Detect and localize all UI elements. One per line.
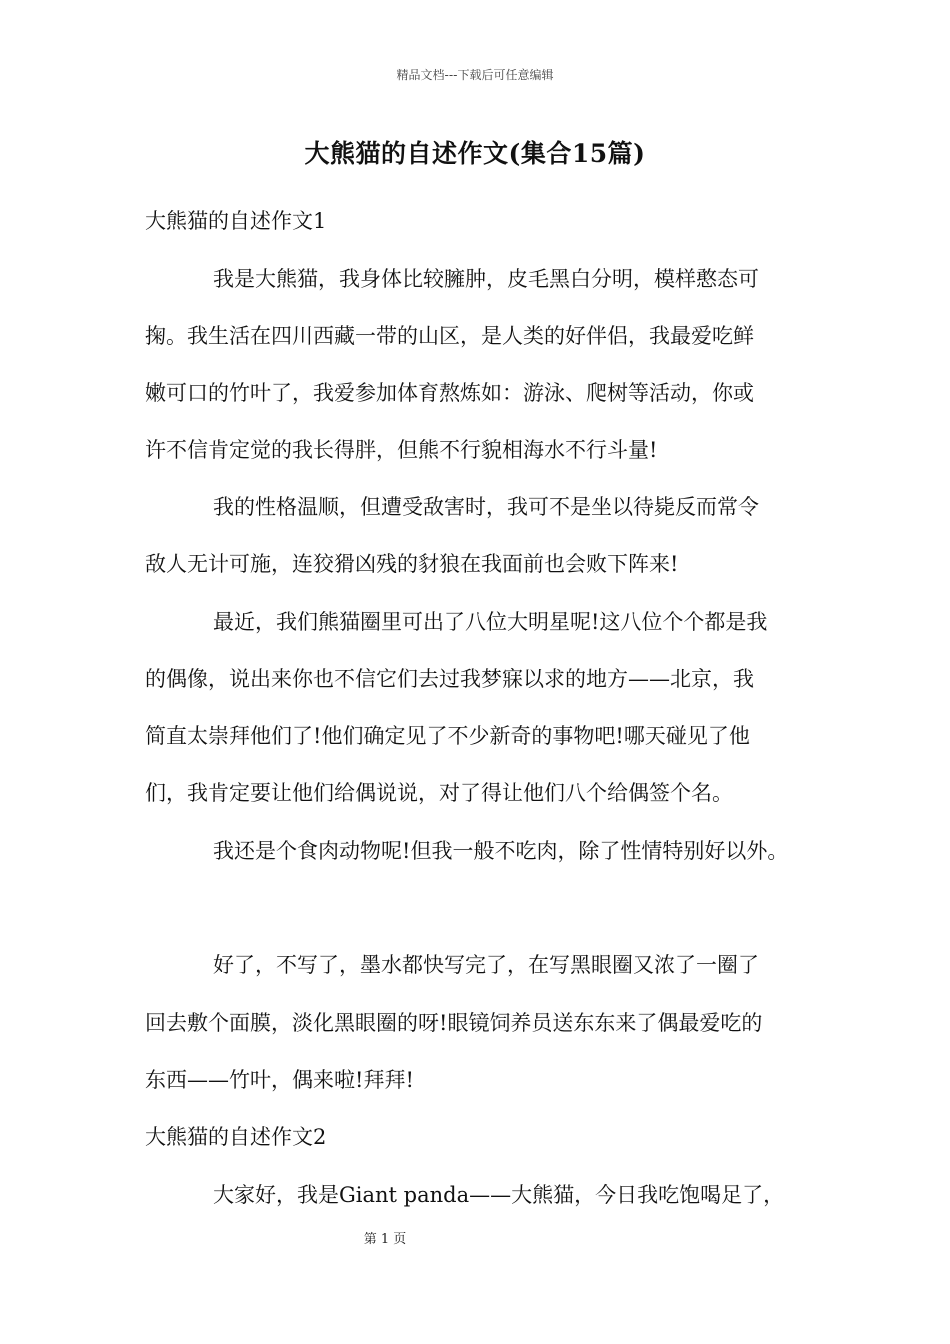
page-header: 精品文档---下载后可任意编辑 bbox=[396, 68, 554, 82]
paragraph-line: 嫩可口的竹叶了，我爱参加体育熬炼如：游泳、爬树等活动，你或 bbox=[145, 381, 754, 405]
paragraph-line: 最近，我们熊猫圈里可出了八位大明星呢!这八位个个都是我 bbox=[213, 610, 768, 634]
paragraph-line: 我是大熊猫，我身体比较臃肿，皮毛黑白分明，模样憨态可 bbox=[213, 267, 759, 291]
paragraph-line: 好了，不写了，墨水都快写完了，在写黑眼圈又浓了一圈了 bbox=[213, 953, 759, 977]
paragraph-line: 们，我肯定要让他们给偶说说，对了得让他们八个给偶签个名。 bbox=[145, 781, 733, 805]
paragraph-line: 敌人无计可施，连狡猾凶残的豺狼在我面前也会败下阵来! bbox=[145, 552, 679, 576]
section-heading-1: 大熊猫的自述作文1 bbox=[145, 209, 327, 233]
paragraph-line: 东西——竹叶，偶来啦!拜拜! bbox=[145, 1068, 414, 1092]
document-title: 大熊猫的自述作文(集合15篇) bbox=[304, 139, 646, 168]
paragraph-line: 大家好，我是Giant panda——大熊猫，今日我吃饱喝足了， bbox=[213, 1183, 785, 1207]
paragraph-line: 回去敷个面膜，淡化黑眼圈的呀!眼镜饲养员送东东来了偶最爱吃的 bbox=[145, 1011, 763, 1035]
paragraph-line: 的偶像，说出来你也不信它们去过我梦寐以求的地方——北京，我 bbox=[145, 667, 754, 691]
page-number: 第 1 页 bbox=[363, 1232, 407, 1247]
paragraph-line: 我的性格温顺，但遭受敌害时，我可不是坐以待毙反而常令 bbox=[213, 495, 759, 519]
section-heading-2: 大熊猫的自述作文2 bbox=[145, 1125, 327, 1149]
paragraph-line: 简直太崇拜他们了!他们确定见了不少新奇的事物吧!哪天碰见了他 bbox=[145, 724, 750, 748]
paragraph-line: 掬。我生活在四川西藏一带的山区，是人类的好伴侣，我最爱吃鲜 bbox=[145, 324, 754, 348]
paragraph-line: 许不信肯定觉的我长得胖，但熊不行貌相海水不行斗量! bbox=[145, 438, 658, 462]
paragraph-line: 我还是个食肉动物呢!但我一般不吃肉，除了性情特别好以外。 bbox=[213, 839, 789, 863]
